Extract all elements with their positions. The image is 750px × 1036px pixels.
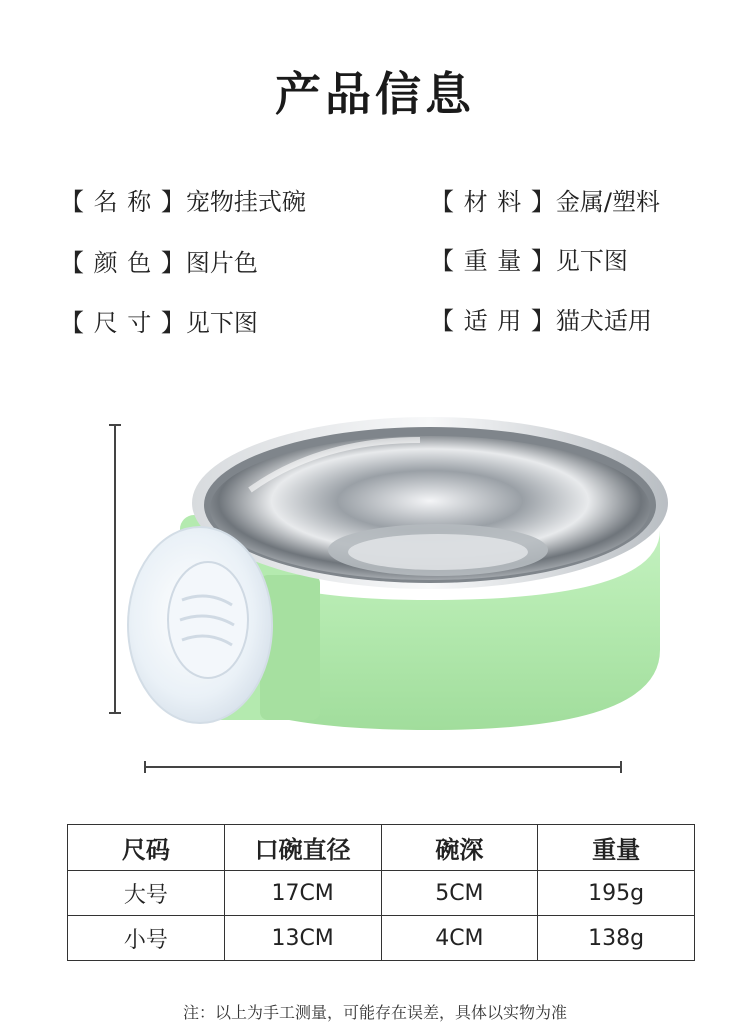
table-header-cell: 碗深	[381, 825, 538, 871]
info-size-value: 见下图	[185, 309, 258, 337]
table-cell: 4CM	[381, 916, 538, 961]
table-row	[68, 871, 695, 916]
table-header-cell: 尺码	[68, 825, 225, 871]
table-cell: 大号	[68, 871, 225, 916]
info-material-key: 【 材 料 】	[430, 188, 556, 216]
info-material	[430, 182, 660, 217]
pet-bowl-image	[120, 400, 680, 740]
page-title: 产品信息	[275, 67, 475, 121]
info-material-value: 金属/塑料	[555, 188, 660, 216]
info-usage-key: 【 适 用 】	[430, 307, 556, 335]
info-name-key: 【 名 称 】	[60, 188, 186, 216]
measurement-note: 注：以上为手工测量，可能存在误差，具体以实物为准	[182, 1003, 567, 1022]
info-size	[60, 303, 258, 338]
info-name	[60, 182, 306, 217]
table-header-cell: 重量	[538, 825, 695, 871]
table-header-row	[68, 825, 695, 871]
info-size-key: 【 尺 寸 】	[60, 309, 186, 337]
info-weight-value: 见下图	[555, 247, 628, 275]
table-cell: 小号	[68, 916, 225, 961]
info-usage-value: 猫犬适用	[555, 307, 652, 335]
width-dimension-line	[144, 766, 622, 768]
table-cell: 17CM	[224, 871, 381, 916]
info-weight-key: 【 重 量 】	[430, 247, 556, 275]
size-spec-table	[67, 824, 695, 961]
info-color-value: 图片色	[185, 249, 258, 277]
table-header-cell: 口碗直径	[224, 825, 381, 871]
table-cell: 138g	[538, 916, 695, 961]
table-row	[68, 916, 695, 961]
info-color-key: 【 颜 色 】	[60, 249, 186, 277]
table-cell: 5CM	[381, 871, 538, 916]
info-color	[60, 243, 258, 278]
height-dimension-line	[114, 424, 116, 714]
info-weight	[430, 241, 628, 276]
info-name-value: 宠物挂式碗	[185, 188, 306, 216]
info-usage	[430, 301, 652, 336]
table-cell: 195g	[538, 871, 695, 916]
table-cell: 13CM	[224, 916, 381, 961]
